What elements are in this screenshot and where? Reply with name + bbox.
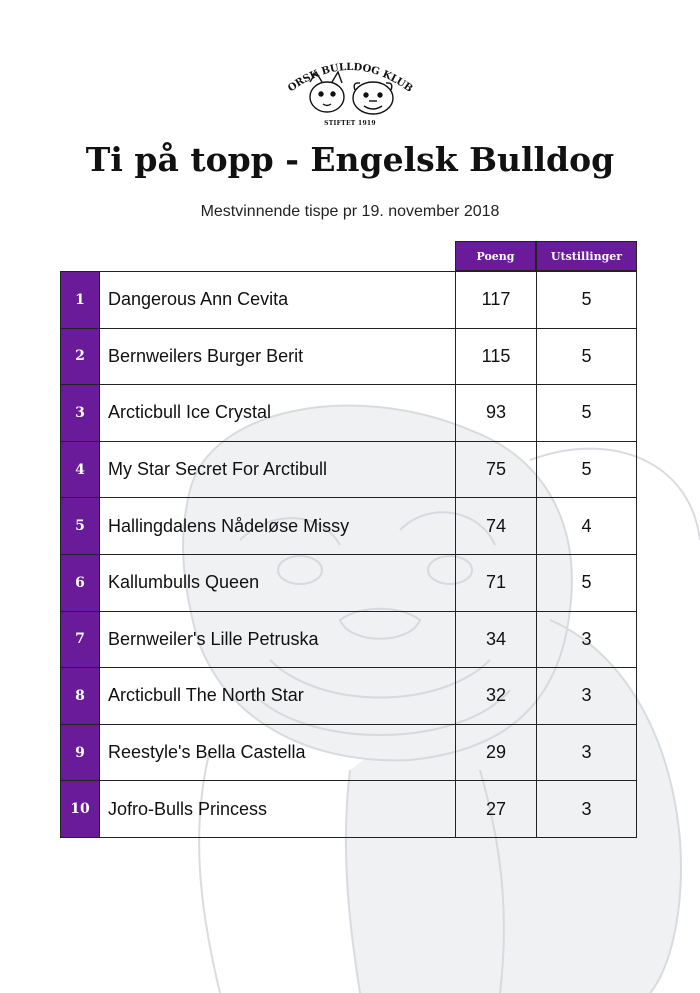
table-row — [60, 329, 637, 386]
table-row — [60, 385, 637, 442]
rank-cell: 8 — [60, 668, 99, 724]
shows-cell: 3 — [536, 612, 637, 668]
ranking-table — [60, 271, 637, 838]
table-row — [60, 781, 637, 838]
shows-cell: 3 — [536, 781, 637, 837]
shows-cell: 5 — [536, 272, 637, 328]
shows-cell: 4 — [536, 498, 637, 554]
rank-cell: 2 — [60, 329, 99, 385]
table-row — [60, 612, 637, 669]
dog-name-cell: Jofro-Bulls Princess — [99, 781, 455, 837]
points-cell: 29 — [455, 725, 536, 781]
table-row — [60, 498, 637, 555]
dog-name-cell: My Star Secret For Arctibull — [99, 442, 455, 498]
points-cell: 32 — [455, 668, 536, 724]
rank-cell: 10 — [60, 781, 99, 837]
dog-name-cell: Reestyle's Bella Castella — [99, 725, 455, 781]
page-title: Ti på topp - Engelsk Bulldog — [85, 140, 615, 179]
shows-cell: 5 — [536, 329, 637, 385]
points-cell: 74 — [455, 498, 536, 554]
club-logo — [280, 52, 420, 132]
shows-cell: 5 — [536, 442, 637, 498]
rank-cell: 7 — [60, 612, 99, 668]
club-logo-emblem — [280, 52, 420, 122]
rank-cell: 3 — [60, 385, 99, 441]
dog-name-cell: Hallingdalens Nådeløse Missy — [99, 498, 455, 554]
table-row — [60, 555, 637, 612]
table-row — [60, 725, 637, 782]
rank-cell: 6 — [60, 555, 99, 611]
shows-cell: 5 — [536, 385, 637, 441]
points-cell: 75 — [455, 442, 536, 498]
points-cell: 71 — [455, 555, 536, 611]
shows-cell: 5 — [536, 555, 637, 611]
dog-name-cell: Dangerous Ann Cevita — [99, 272, 455, 328]
points-cell: 27 — [455, 781, 536, 837]
dog-name-cell: Bernweiler's Lille Petruska — [99, 612, 455, 668]
rank-cell: 1 — [60, 272, 99, 328]
points-cell: 93 — [455, 385, 536, 441]
points-cell: 117 — [455, 272, 536, 328]
table-row — [60, 442, 637, 499]
page-subtitle: Mestvinnende tispe pr 19. november 2018 — [200, 203, 500, 220]
table-row — [60, 668, 637, 725]
column-header-points: Poeng — [455, 241, 536, 271]
rank-cell: 4 — [60, 442, 99, 498]
shows-cell: 3 — [536, 668, 637, 724]
rank-cell: 5 — [60, 498, 99, 554]
rank-cell: 9 — [60, 725, 99, 781]
table-row — [60, 272, 637, 329]
dog-name-cell: Arcticbull The North Star — [99, 668, 455, 724]
club-name-arc: ORSK BULLDOG KLUB — [286, 61, 415, 95]
shows-cell: 3 — [536, 725, 637, 781]
dog-name-cell: Arcticbull Ice Crystal — [99, 385, 455, 441]
club-founded-text: STIFTET 1919 — [324, 120, 376, 127]
points-cell: 34 — [455, 612, 536, 668]
dog-name-cell: Bernweilers Burger Berit — [99, 329, 455, 385]
column-header-shows: Utstillinger — [536, 241, 637, 271]
points-cell: 115 — [455, 329, 536, 385]
dog-name-cell: Kallumbulls Queen — [99, 555, 455, 611]
